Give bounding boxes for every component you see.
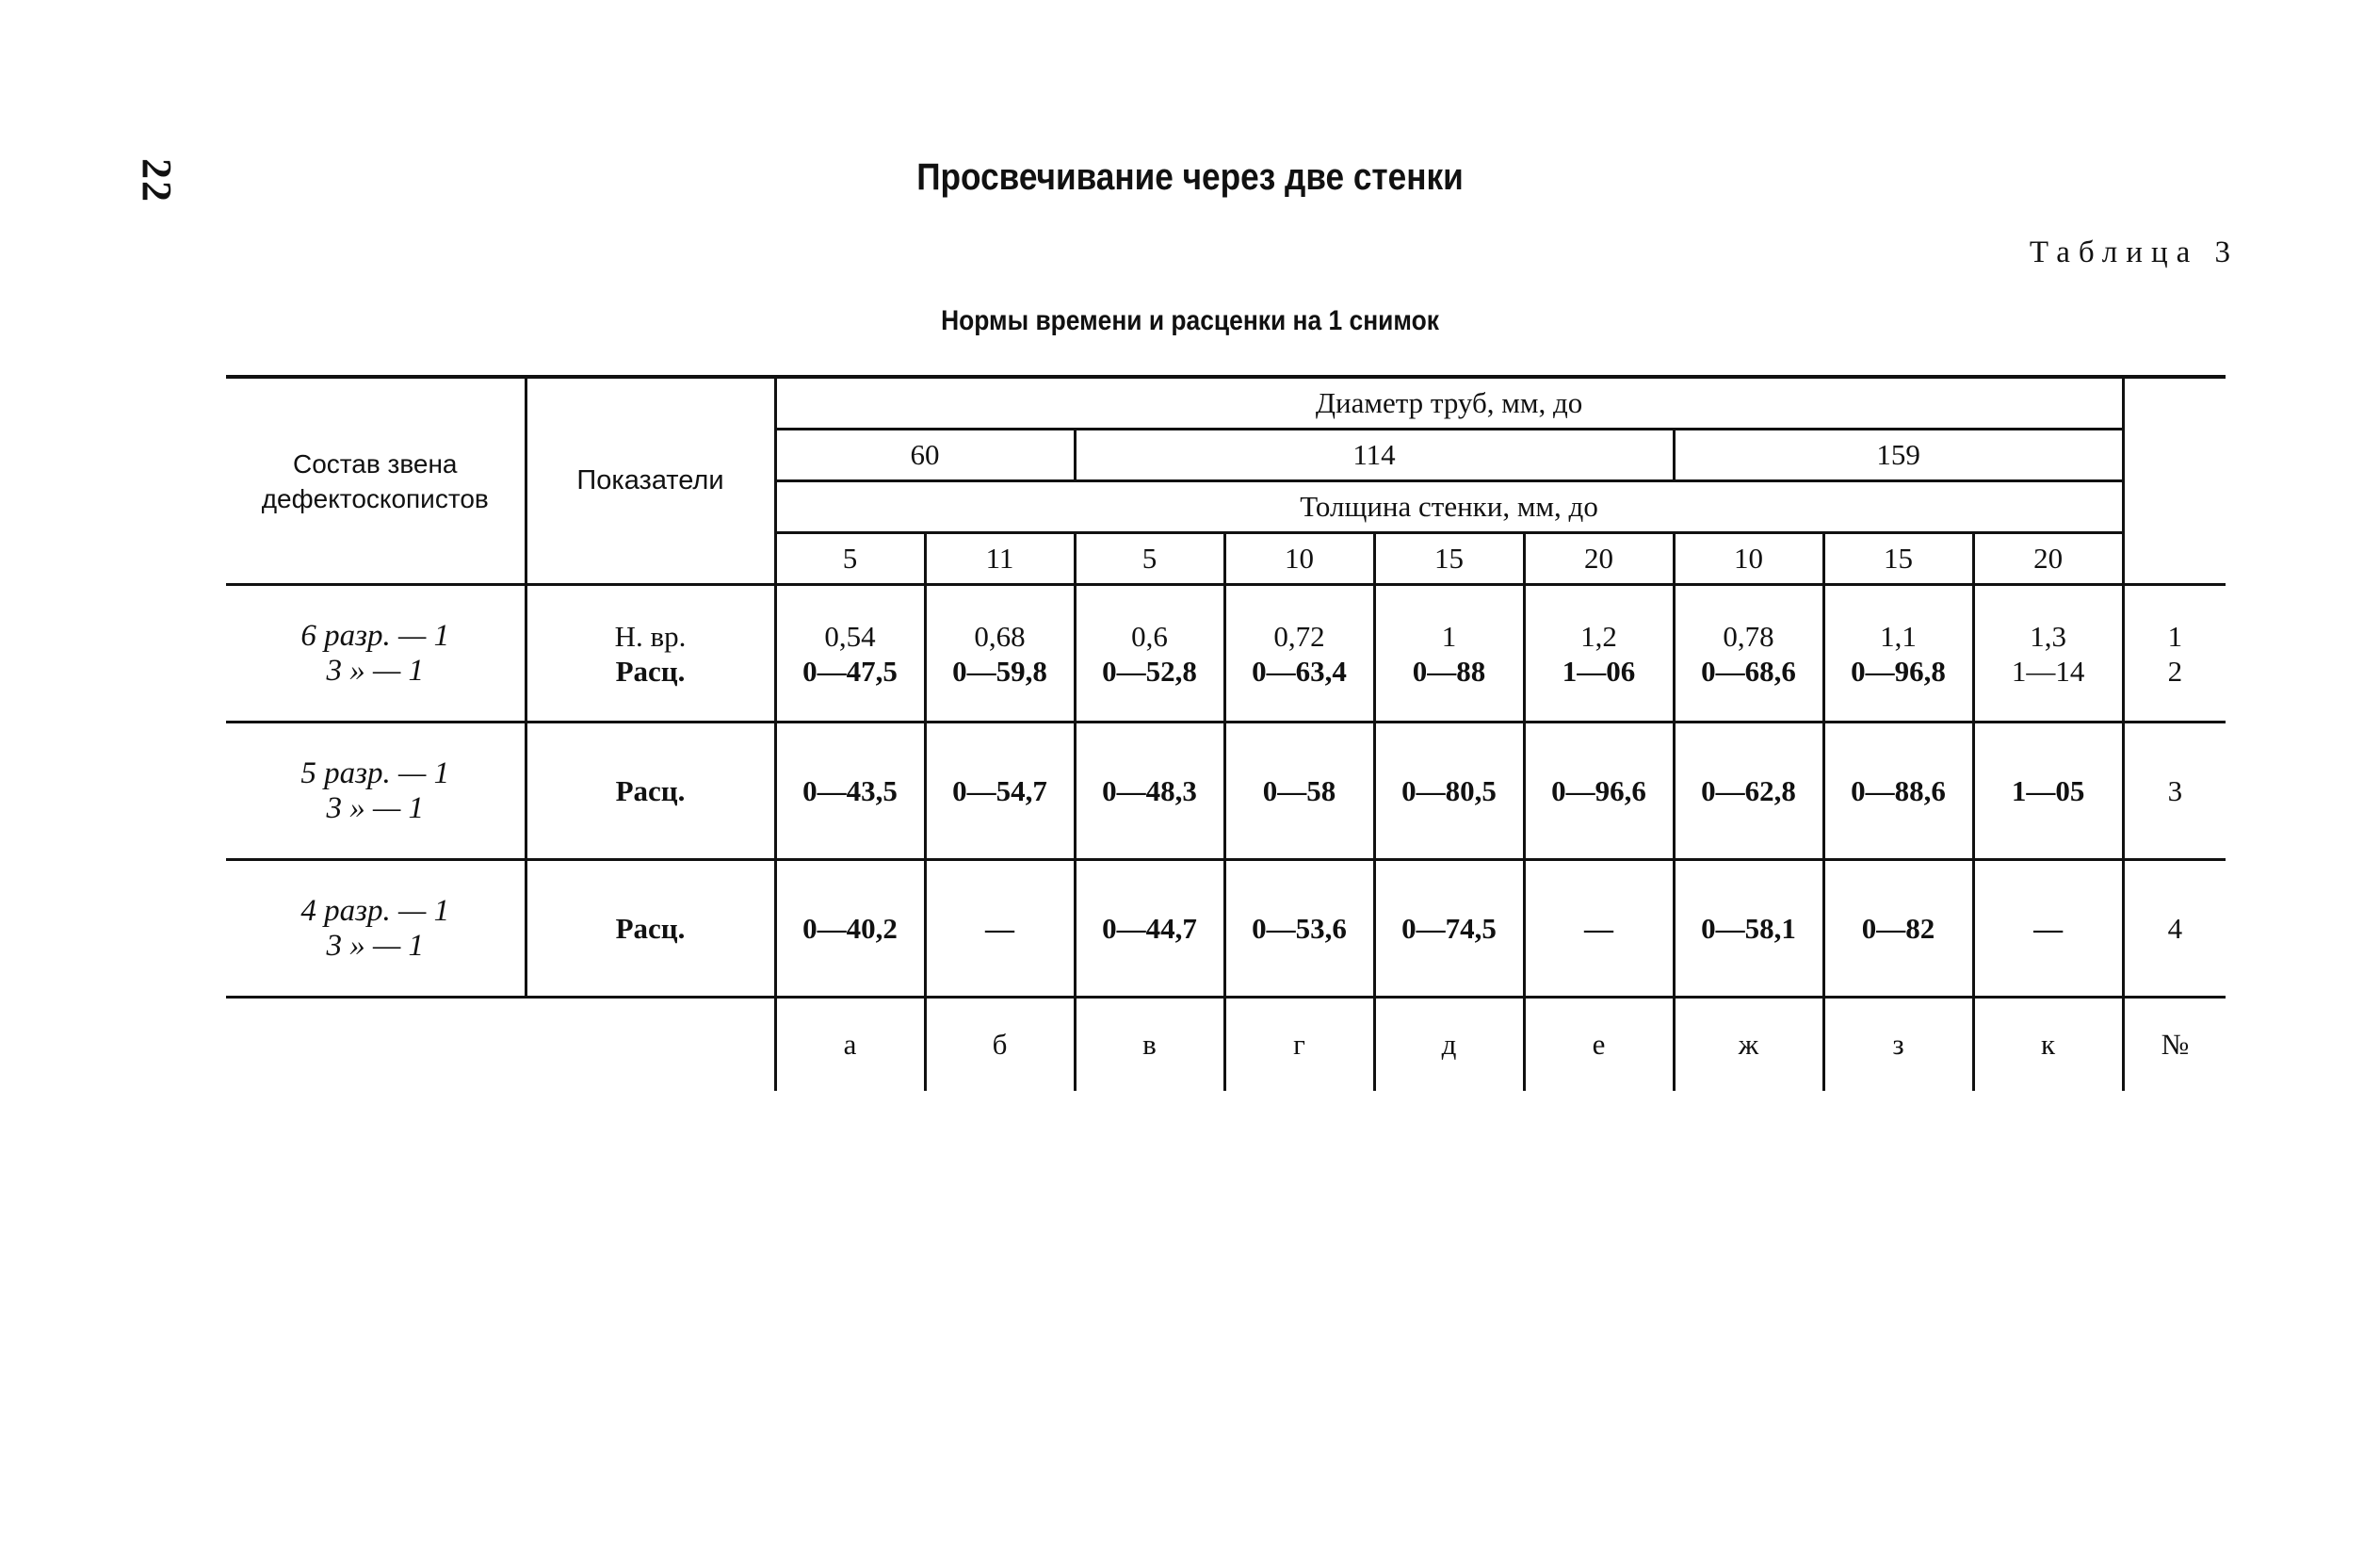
- thickness-cell: 15: [1374, 533, 1524, 585]
- value-cell: —: [1524, 860, 1674, 998]
- number-sign: №: [2123, 998, 2226, 1092]
- diameter-60: 60: [775, 430, 1075, 481]
- value-cell: 0—74,5: [1374, 860, 1524, 998]
- value-cell: 0—54,7: [925, 723, 1075, 860]
- column-letter: в: [1075, 998, 1224, 1092]
- value-cell: 0—44,7: [1075, 860, 1224, 998]
- value-cell: 0—40,2: [775, 860, 925, 998]
- column-letter: б: [925, 998, 1075, 1092]
- indicator-cell: Расц.: [526, 723, 775, 860]
- footer-empty-cell: [526, 998, 775, 1092]
- thickness-cell: 11: [925, 533, 1075, 585]
- value-cell: 1,1 0—96,8: [1823, 585, 1973, 723]
- value-cell: 0—62,8: [1674, 723, 1823, 860]
- row-number-cell: 3: [2123, 723, 2226, 860]
- column-letter: д: [1374, 998, 1524, 1092]
- thickness-header: Толщина стенки, мм, до: [775, 481, 2123, 533]
- value-cell: 0,68 0—59,8: [925, 585, 1075, 723]
- value-cell: 0,54 0—47,5: [775, 585, 925, 723]
- value-cell: 0—43,5: [775, 723, 925, 860]
- diameter-159: 159: [1674, 430, 2123, 481]
- thickness-cell: 20: [1524, 533, 1674, 585]
- column-letter: г: [1224, 998, 1374, 1092]
- value-cell: 0—58,1: [1674, 860, 1823, 998]
- thickness-cell: 10: [1224, 533, 1374, 585]
- column-letter: з: [1823, 998, 1973, 1092]
- composition-cell: 4 разр. — 1 3 » — 1: [226, 860, 526, 998]
- column-letter: к: [1973, 998, 2123, 1092]
- value-cell: 0—82: [1823, 860, 1973, 998]
- value-cell: 0—53,6: [1224, 860, 1374, 998]
- value-cell: 0—80,5: [1374, 723, 1524, 860]
- norms-table: [226, 375, 2226, 1091]
- value-cell: 0—48,3: [1075, 723, 1224, 860]
- value-cell: 1,3 1—14: [1973, 585, 2123, 723]
- footer-empty-cell: [226, 998, 526, 1092]
- value-cell: —: [925, 860, 1075, 998]
- indicator-cell: Н. вр. Расц.: [526, 585, 775, 723]
- indicators-header: Показатели: [526, 377, 775, 585]
- composition-header: Состав звена дефектоскопистов: [226, 377, 526, 585]
- composition-cell: 6 разр. — 1 3 » — 1: [226, 585, 526, 723]
- diameter-114: 114: [1075, 430, 1674, 481]
- composition-cell: 5 разр. — 1 3 » — 1: [226, 723, 526, 860]
- column-letter: ж: [1674, 998, 1823, 1092]
- value-cell: 1—05: [1973, 723, 2123, 860]
- thickness-cell: 5: [775, 533, 925, 585]
- value-cell: 1,2 1—06: [1524, 585, 1674, 723]
- value-cell: 0,72 0—63,4: [1224, 585, 1374, 723]
- table-subtitle: Нормы времени и расценки на 1 снимок: [941, 305, 1439, 336]
- value-cell: 0,78 0—68,6: [1674, 585, 1823, 723]
- value-cell: 0—58: [1224, 723, 1374, 860]
- indicator-cell: Расц.: [526, 860, 775, 998]
- row-number-cell: 4: [2123, 860, 2226, 998]
- number-header: [2123, 377, 2226, 585]
- diameter-header: Диаметр труб, мм, до: [775, 377, 2123, 430]
- column-letter: а: [775, 998, 925, 1092]
- value-cell: —: [1973, 860, 2123, 998]
- value-cell: 0—88,6: [1823, 723, 1973, 860]
- thickness-cell: 5: [1075, 533, 1224, 585]
- thickness-cell: 10: [1674, 533, 1823, 585]
- value-cell: 0,6 0—52,8: [1075, 585, 1224, 723]
- thickness-cell: 15: [1823, 533, 1973, 585]
- page-number: 22: [134, 158, 180, 203]
- thickness-cell: 20: [1973, 533, 2123, 585]
- page-title: Просвечивание через две стенки: [916, 156, 1464, 198]
- row-number-cell: 1 2: [2123, 585, 2226, 723]
- column-letter: е: [1524, 998, 1674, 1092]
- value-cell: 1 0—88: [1374, 585, 1524, 723]
- table-label: Таблица 3: [2029, 235, 2239, 269]
- value-cell: 0—96,6: [1524, 723, 1674, 860]
